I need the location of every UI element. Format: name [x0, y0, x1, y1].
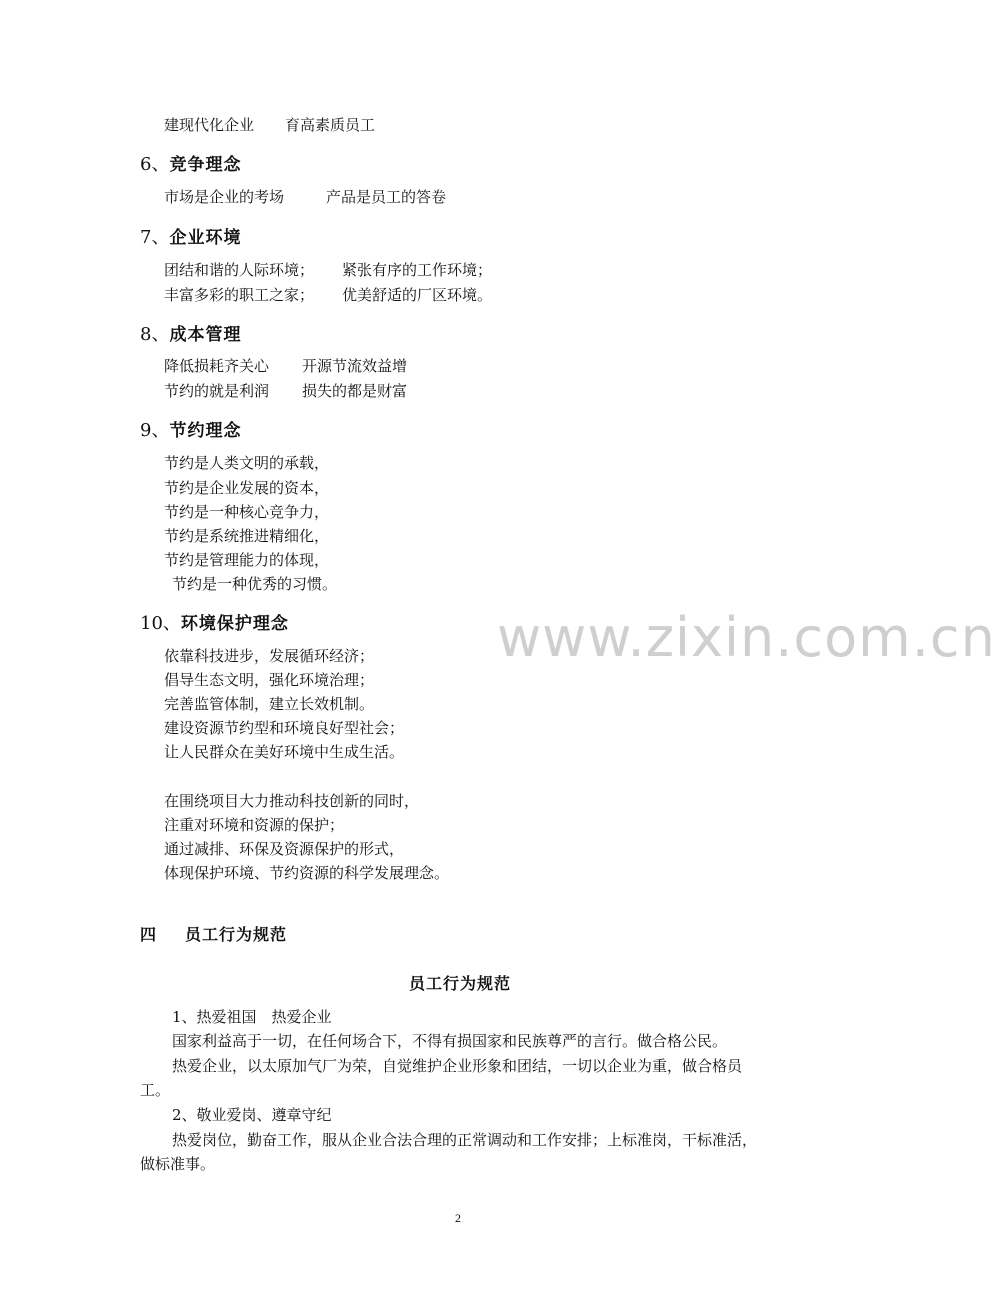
section-6-number: 6	[140, 154, 152, 175]
section-8-heading: 8、成本管理	[140, 324, 242, 345]
section-7-heading: 7、企业环境	[140, 227, 242, 248]
section-7-line2-left: 丰富多彩的职工之家；	[164, 286, 315, 304]
section-6-line-right: 产品是员工的答卷	[326, 188, 447, 206]
section-7-number: 7	[140, 227, 152, 248]
section-8-line2-right: 损失的都是财富	[302, 382, 408, 400]
motto-left: 建现代化企业	[164, 116, 255, 134]
section-9-heading: 9、节约理念	[140, 420, 242, 441]
section-9-number: 9	[140, 420, 152, 441]
section-10-number: 10	[140, 613, 163, 634]
section-8-title: 成本管理	[169, 325, 242, 345]
section-6-title: 竞争理念	[169, 155, 242, 175]
page-number: 2	[455, 1211, 461, 1225]
section-9-line: 节约是一种核心竞争力，	[164, 503, 330, 521]
rule-1-para: 国家利益高于一切，在任何场合下，不得有损国家和民族尊严的言行。做合格公民。	[172, 1032, 728, 1050]
section-8-line2-left: 节约的就是利润	[164, 382, 270, 400]
section-9-line: 节约是一种优秀的习惯。	[172, 575, 338, 593]
rule-2-heading: 2、敬业爱岗、遵章守纪	[172, 1106, 332, 1124]
rule-1-para-cont: 工。	[140, 1081, 171, 1099]
section-7-line1-right: 紧张有序的工作环境；	[342, 261, 493, 279]
section-9-line: 节约是管理能力的体现，	[164, 551, 330, 569]
section-10-para-line: 注重对环境和资源的保护；	[164, 816, 345, 834]
section-10-line: 建设资源节约型和环境良好型社会；	[164, 719, 405, 737]
part-four-title: 员工行为规范	[185, 925, 288, 944]
section-10-title: 环境保护理念	[180, 614, 289, 634]
section-6-heading: 6、竞争理念	[140, 154, 242, 175]
section-8-line1-left: 降低损耗齐关心	[164, 357, 270, 375]
section-10-para-line: 在围绕项目大力推动科技创新的同时，	[164, 792, 420, 810]
section-10-line: 依靠科技进步，发展循环经济；	[164, 647, 375, 665]
motto-right: 育高素质员工	[285, 116, 376, 134]
rule-1-heading: 1、热爱祖国 热爱企业	[172, 1008, 332, 1026]
section-8-line1-right: 开源节流效益增	[302, 357, 408, 375]
section-7-title: 企业环境	[169, 228, 242, 248]
rule-2-para: 热爱岗位，勤奋工作，服从企业合法合理的正常调动和工作安排；上标准岗，干标准活，	[172, 1131, 758, 1149]
section-10-line: 完善监管体制，建立长效机制。	[164, 695, 375, 713]
section-9-title: 节约理念	[169, 421, 242, 441]
section-9-line: 节约是系统推进精细化，	[164, 527, 330, 545]
section-9-line: 节约是企业发展的资本，	[164, 479, 330, 497]
section-10-line: 让人民群众在美好环境中生成生活。	[164, 743, 405, 761]
center-title: 员工行为规范	[408, 974, 511, 993]
section-10-para-line: 通过减排、环保及资源保护的形式，	[164, 840, 405, 858]
section-7-line1-left: 团结和谐的人际环境；	[164, 261, 315, 279]
watermark: www.zixin.com.cn	[497, 606, 996, 669]
section-8-number: 8	[140, 324, 152, 345]
section-9-line: 节约是人类文明的承载，	[164, 454, 330, 472]
section-10-para-line: 体现保护环境、节约资源的科学发展理念。	[164, 864, 450, 882]
rule-1-para: 热爱企业，以太原加气厂为荣，自觉维护企业形象和团结，一切以企业为重，做合格员	[172, 1057, 743, 1075]
part-four-heading	[140, 922, 287, 945]
section-10-heading: 10、环境保护理念	[140, 613, 289, 634]
part-four-number: 四	[140, 925, 158, 944]
rule-2-para-cont: 做标准事。	[140, 1155, 216, 1173]
section-7-line2-right: 优美舒适的厂区环境。	[342, 286, 493, 304]
section-6-line-left: 市场是企业的考场	[164, 188, 285, 206]
section-10-line: 倡导生态文明，强化环境治理；	[164, 671, 375, 689]
